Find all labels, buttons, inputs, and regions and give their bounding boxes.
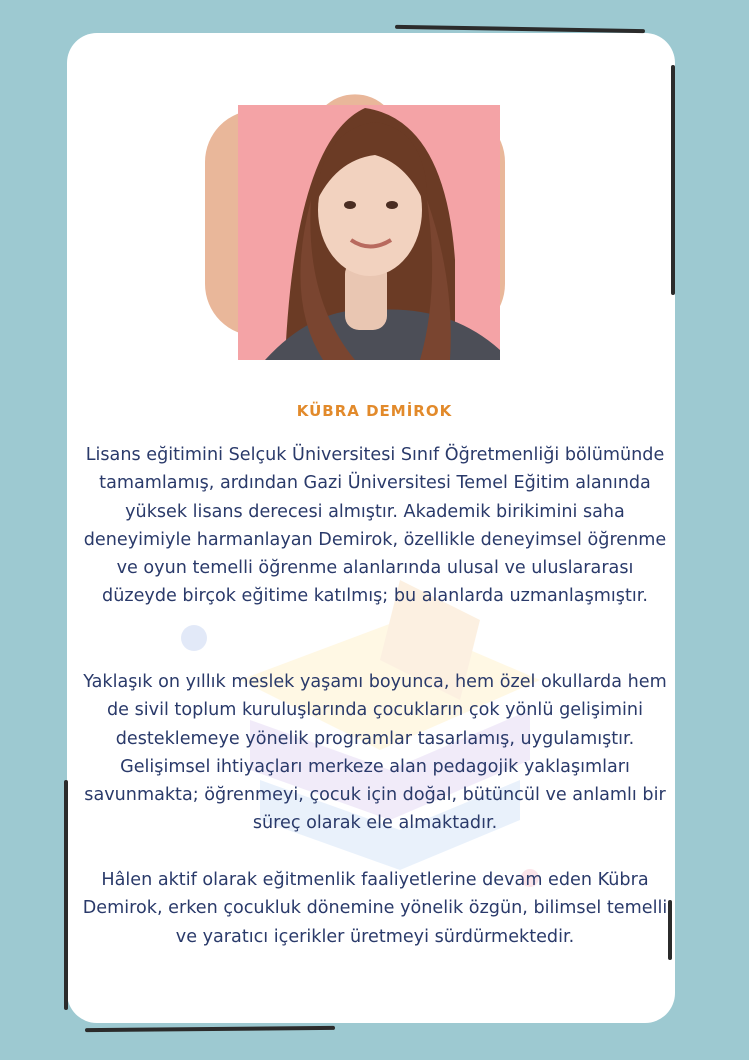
- bio-paragraph-1: Lisans eğitimini Selçuk Üniversitesi Sınıf Öğretmenliği bölümünde tamamlamış, ardından Gazi Üniversitesi Temel Eğitim alanında yüksek lisans derecesi almıştır. Akademik birikimini saha deneyimiyle harmanlayan Demirok, özellikle deneyimsel öğrenme ve oyun temelli öğrenme alanlarında ulusal ve uluslararası düzeyde birçok eğitime katılmış; bu alanlarda uzmanlaşmıştır.: [83, 445, 667, 607]
- brush-stroke-bottom: [85, 1026, 335, 1032]
- brush-stroke-top: [395, 25, 645, 33]
- bio-paragraph-3: Hâlen aktif olarak eğitmenlik faaliyetlerine devam eden Kübra Demirok, erken çocukluk dönemine yönelik özgün, bilimsel temelli ve yaratıcı içerikler üretmeyi sürdürmektedir.: [82, 870, 668, 947]
- brush-stroke-left: [64, 780, 68, 1010]
- person-name: KÜBRA DEMİROK: [296, 402, 453, 420]
- brush-stroke-right: [671, 65, 675, 295]
- bio-paragraph-2: Yaklaşık on yıllık meslek yaşamı boyunca, hem özel okullarda hem de sivil toplum kuruluşlarında çocukların çok yönlü gelişimini desteklemeye yönelik programlar tasarlamış, uygulamıştır. Gelişimsel ihtiyaçları merkeze alan pedagojik yaklaşımları savunmakta; öğrenmeyi, çocuk için doğal, bütüncül ve anlamlı bir süreç olarak ele almaktadır.: [83, 672, 667, 834]
- decorative-shape: [205, 60, 505, 390]
- portrait-frame: [205, 60, 505, 390]
